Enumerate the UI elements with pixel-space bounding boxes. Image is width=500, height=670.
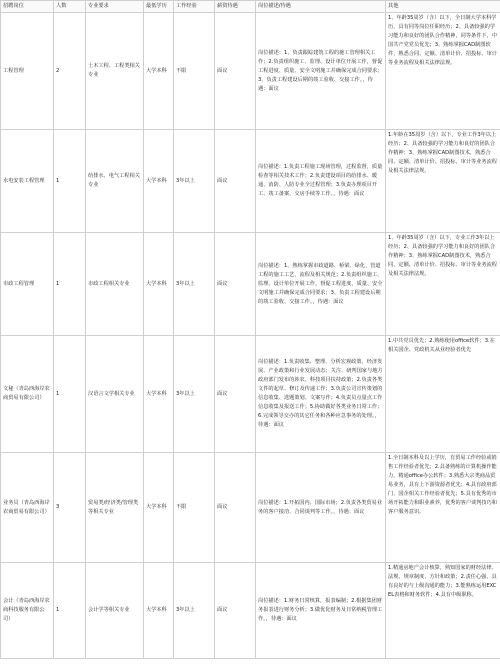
cell-description: 岗位描述：1.负责工程施工现场管理，过程监督，质量检查等相关技术工作；2.负责建设项目的给排水、暖通、消防、人防专业全过程管理；3.负责办理项目开工、竣工备案、交房手续等工作。，待遇：面议: [256, 130, 386, 233]
header-position: 招聘岗位: [1, 1, 54, 13]
cell-count: 3: [54, 453, 86, 563]
cell-description: 岗位描述：1、熟练掌握市政道路、桥梁、绿化、管道工程的施工工艺、流程及相关规范；2.负责组织施工、监理、设计单位开展工作，督促工程进度、质量、安全文明施工并确保完成合同要求；3、负责工程建设后期的竣工验收、交接工作。，待遇：面议: [256, 233, 386, 336]
cell-description: 岗位描述：1.开拓国内、国际市场；2.负责各类贸易业务的客户接洽、合同谈判等工作。，待遇：面议: [256, 453, 386, 563]
cell-other: 1.中共党员优先；2.熟练使用office软件；3.在相关国企、党政机关从业经验者优先: [386, 336, 500, 453]
cell-major: 市政工程相关专业: [86, 233, 144, 336]
cell-description: 岗位描述：1、负责跟踪建筑工程的施工管理相关工作；2.负责组织施工、监理、设计单位开展工作，督促工程进度、质量、安全文明施工并确保完成合同要求；3、负责工程建设后期的竣工验收、交接工作。，待遇：面议: [256, 13, 386, 130]
cell-experience: 3年以上: [174, 130, 215, 233]
cell-other: 1.年龄在35周岁（含）以下，专业工作3年以上经历；2、具备较强的学习能力和良好的团队合作精神；3、熟练掌握CAD制图技术，熟悉合同、定额、清单计价、招投标、审计等业务流程及相关法律法规。: [386, 130, 500, 233]
cell-major: 汉语言文学相关专业: [86, 336, 144, 453]
cell-education: 大学本科: [144, 130, 174, 233]
table-row: [1, 233, 500, 336]
cell-education: 大学本科: [144, 563, 174, 659]
table-row: [1, 336, 500, 453]
cell-salary: 面议: [215, 336, 256, 453]
cell-salary: 面议: [215, 130, 256, 233]
cell-position: 工程管理: [1, 13, 54, 130]
table-row: [1, 563, 500, 659]
cell-salary: 面议: [215, 13, 256, 130]
cell-description: 岗位描述：1.财务日常核算，报表编制；2.根据集团财务报表进行财务分析；3.做优化财务及日常纳税管理工作。，待遇：面议: [256, 563, 386, 659]
cell-salary: 面议: [215, 563, 256, 659]
cell-other: 1.全日制本科及以上学历，有贸易工作经验或销售工作经验者优先；2.具备熟练的计算机操作能力，精通office办公软件；3.熟悉大宗类商品贸易业务，具有上下游资源者优先；4.具有政府部门、国企相关工作经验者优先；5.具有优秀的市场开拓能力和职业素养，优秀的客户谈判技巧和客户服务意识。: [386, 453, 500, 563]
header-major: 专业要求: [86, 1, 144, 13]
cell-description: 岗位描述：1.负责收集、整理、分析宏观政策、经济发展、产业政策和行业发展动态；关注、研判国家与地方政府部门发布的涉农、科技项目扶持政策；2.负责各类文件的起草、修订及传递工作；3.负责公司宣传策划的信息收集、选题策划、文案写作；4.负责员点量点工作信息收集及报送工作；5.协助做好各类业务日常工作；6.完成领导交办的其它任务和各种应急事务的处理。，待遇：面议: [256, 336, 386, 453]
cell-other: 1、年龄35周岁（含）以下，专业工作3年以上经历；2、具备较强的学习能力和良好的团队合作精神；3、熟练掌握CAD制图技术，熟悉合同、定额、清单计价、招投标、审计等业务流程及相关法律法规。: [386, 233, 500, 336]
cell-other: 1、年龄35周岁（含）以下，全日制大学本科学历，具有同等岗位任职经历；2、具备较强的学习能力和良好的团队合作精神，同等条件下，中国共产党党员优先；3、熟练掌握CAD制图软件，熟悉合同、定额、清单计价、招投标、审计等业务流程及相关法律法规。: [386, 13, 500, 130]
cell-major: 会计学等相关专业: [86, 563, 144, 659]
header-row: [1, 1, 500, 13]
cell-count: 1: [54, 563, 86, 659]
cell-experience: 3年以上: [174, 563, 215, 659]
cell-education: 大学本科: [144, 336, 174, 453]
cell-position: 会计（青岛西海岸农商科技服务有限公司）: [1, 563, 54, 659]
cell-experience: 不限: [174, 453, 215, 563]
cell-experience: 3年以上: [174, 233, 215, 336]
table-row: [1, 13, 500, 130]
header-education: 最低学历: [144, 1, 174, 13]
table-row: [1, 130, 500, 233]
cell-education: 大学本科: [144, 13, 174, 130]
cell-position: 水电安装工程管理: [1, 130, 54, 233]
header-count: 人数: [54, 1, 86, 13]
cell-education: 大学本科: [144, 453, 174, 563]
header-description: 岗位描述/待遇: [256, 1, 386, 13]
cell-education: 大学本科: [144, 233, 174, 336]
cell-position: 业务员（青岛西海岸农商贸易有限公司）: [1, 453, 54, 563]
cell-major: 土木工程、工程类相关专业: [86, 13, 144, 130]
cell-count: 1: [54, 130, 86, 233]
cell-position: 文秘（青岛西海岸农商贸易有限公司）: [1, 336, 54, 453]
cell-position: 市政工程管理: [1, 233, 54, 336]
cell-major: 给排水、电气工程相关专业: [86, 130, 144, 233]
cell-experience: 不限: [174, 13, 215, 130]
cell-salary: 面议: [215, 453, 256, 563]
cell-count: 1: [54, 336, 86, 453]
header-experience: 工作经验: [174, 1, 215, 13]
cell-other: 1.精通房地产会计核算，熟知国家的财经法律、法规、规章制度、方针和政策；2.责任心强，具有良好的与上级沟通的能力；3.能熟练运用EXCEL表格和财务软件；4.具有中级职称。: [386, 563, 500, 659]
header-salary: 薪资待遇: [215, 1, 256, 13]
cell-major: 贸易类/经济类/管理类等相关专业: [86, 453, 144, 563]
cell-count: 2: [54, 13, 86, 130]
header-other: 其他: [386, 1, 500, 13]
cell-experience: 3年以上: [174, 336, 215, 453]
cell-salary: 面议: [215, 233, 256, 336]
cell-count: 1: [54, 233, 86, 336]
table-row: [1, 453, 500, 563]
